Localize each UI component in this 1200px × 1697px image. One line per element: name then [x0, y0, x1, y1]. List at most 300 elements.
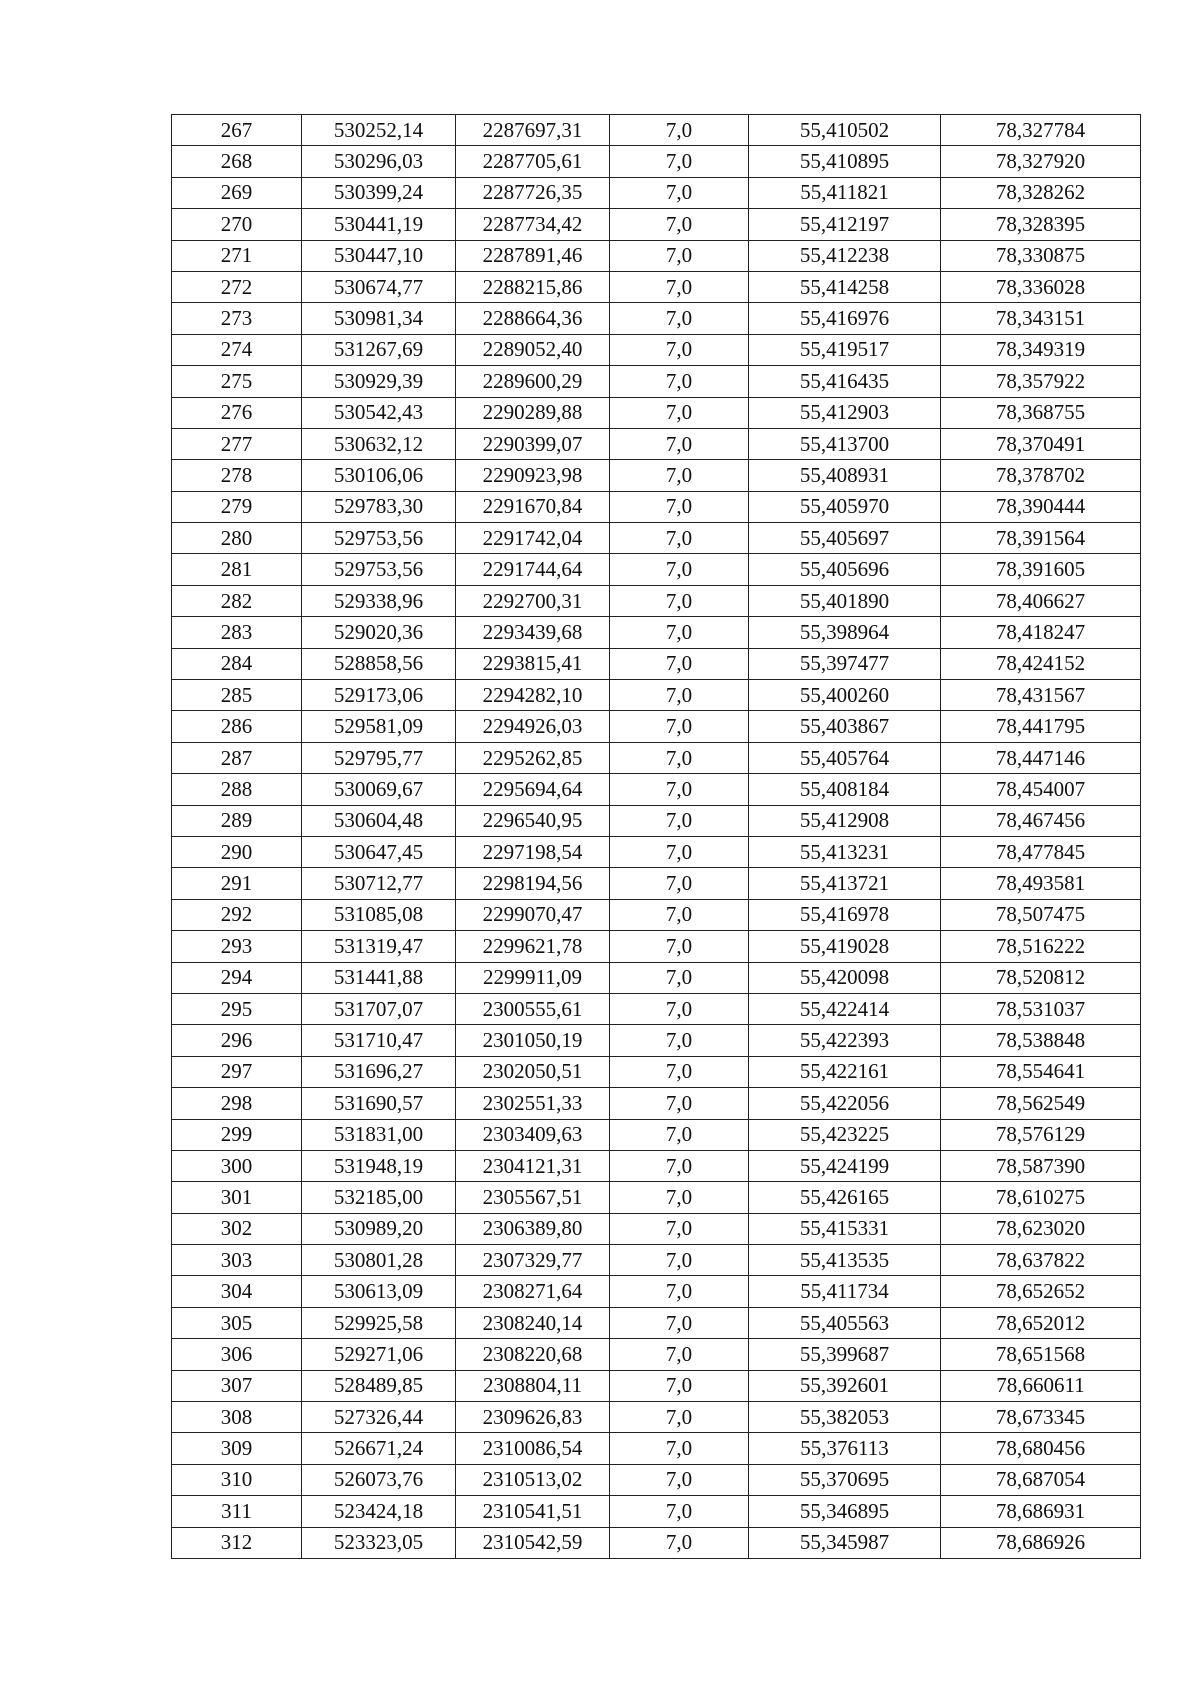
y-coordinate-cell: 2308220,68: [456, 1339, 610, 1370]
point-number-cell: 282: [172, 585, 302, 616]
value-cell: 7,0: [610, 1433, 749, 1464]
x-coordinate-cell: 530399,24: [302, 177, 456, 208]
value-cell: 7,0: [610, 209, 749, 240]
x-coordinate-cell: 528858,56: [302, 648, 456, 679]
table-row: [172, 1370, 1141, 1401]
y-coordinate-cell: 2291744,64: [456, 554, 610, 585]
point-number-cell: 269: [172, 177, 302, 208]
point-number-cell: 305: [172, 1307, 302, 1338]
value-cell: 7,0: [610, 680, 749, 711]
latitude-cell: 55,413700: [749, 428, 941, 459]
latitude-cell: 55,416435: [749, 366, 941, 397]
value-cell: 7,0: [610, 115, 749, 146]
table-row: [172, 617, 1141, 648]
y-coordinate-cell: 2288664,36: [456, 303, 610, 334]
value-cell: 7,0: [610, 1339, 749, 1370]
table-row: [172, 1496, 1141, 1527]
point-number-cell: 271: [172, 240, 302, 271]
x-coordinate-cell: 530069,67: [302, 774, 456, 805]
value-cell: 7,0: [610, 460, 749, 491]
point-number-cell: 280: [172, 523, 302, 554]
y-coordinate-cell: 2300555,61: [456, 993, 610, 1024]
longitude-cell: 78,652012: [941, 1307, 1141, 1338]
coordinates-table-body: [172, 115, 1141, 1559]
table-row: [172, 836, 1141, 867]
latitude-cell: 55,416978: [749, 899, 941, 930]
point-number-cell: 306: [172, 1339, 302, 1370]
latitude-cell: 55,405970: [749, 491, 941, 522]
y-coordinate-cell: 2306389,80: [456, 1213, 610, 1244]
point-number-cell: 276: [172, 397, 302, 428]
value-cell: 7,0: [610, 1245, 749, 1276]
table-row: [172, 554, 1141, 585]
latitude-cell: 55,405764: [749, 742, 941, 773]
latitude-cell: 55,405697: [749, 523, 941, 554]
point-number-cell: 295: [172, 993, 302, 1024]
latitude-cell: 55,413231: [749, 836, 941, 867]
longitude-cell: 78,477845: [941, 836, 1141, 867]
longitude-cell: 78,431567: [941, 680, 1141, 711]
latitude-cell: 55,413535: [749, 1245, 941, 1276]
longitude-cell: 78,328395: [941, 209, 1141, 240]
table-row: [172, 868, 1141, 899]
latitude-cell: 55,405563: [749, 1307, 941, 1338]
value-cell: 7,0: [610, 742, 749, 773]
x-coordinate-cell: 526671,24: [302, 1433, 456, 1464]
value-cell: 7,0: [610, 554, 749, 585]
value-cell: 7,0: [610, 1056, 749, 1087]
longitude-cell: 78,330875: [941, 240, 1141, 271]
table-row: [172, 240, 1141, 271]
value-cell: 7,0: [610, 1025, 749, 1056]
x-coordinate-cell: 530674,77: [302, 271, 456, 302]
longitude-cell: 78,390444: [941, 491, 1141, 522]
latitude-cell: 55,423225: [749, 1119, 941, 1150]
longitude-cell: 78,660611: [941, 1370, 1141, 1401]
x-coordinate-cell: 531707,07: [302, 993, 456, 1024]
x-coordinate-cell: 530106,06: [302, 460, 456, 491]
point-number-cell: 281: [172, 554, 302, 585]
table-row: [172, 1213, 1141, 1244]
y-coordinate-cell: 2295694,64: [456, 774, 610, 805]
y-coordinate-cell: 2308271,64: [456, 1276, 610, 1307]
longitude-cell: 78,424152: [941, 648, 1141, 679]
table-row: [172, 805, 1141, 836]
longitude-cell: 78,327920: [941, 146, 1141, 177]
point-number-cell: 272: [172, 271, 302, 302]
y-coordinate-cell: 2297198,54: [456, 836, 610, 867]
x-coordinate-cell: 530613,09: [302, 1276, 456, 1307]
longitude-cell: 78,687054: [941, 1464, 1141, 1495]
value-cell: 7,0: [610, 648, 749, 679]
y-coordinate-cell: 2298194,56: [456, 868, 610, 899]
table-row: [172, 366, 1141, 397]
point-number-cell: 307: [172, 1370, 302, 1401]
longitude-cell: 78,623020: [941, 1213, 1141, 1244]
x-coordinate-cell: 531696,27: [302, 1056, 456, 1087]
table-row: [172, 931, 1141, 962]
table-row: [172, 1182, 1141, 1213]
longitude-cell: 78,680456: [941, 1433, 1141, 1464]
y-coordinate-cell: 2287705,61: [456, 146, 610, 177]
value-cell: 7,0: [610, 428, 749, 459]
table-row: [172, 1056, 1141, 1087]
latitude-cell: 55,370695: [749, 1464, 941, 1495]
y-coordinate-cell: 2299621,78: [456, 931, 610, 962]
latitude-cell: 55,413721: [749, 868, 941, 899]
x-coordinate-cell: 528489,85: [302, 1370, 456, 1401]
latitude-cell: 55,412908: [749, 805, 941, 836]
longitude-cell: 78,391605: [941, 554, 1141, 585]
x-coordinate-cell: 530542,43: [302, 397, 456, 428]
x-coordinate-cell: 530252,14: [302, 115, 456, 146]
y-coordinate-cell: 2290399,07: [456, 428, 610, 459]
longitude-cell: 78,507475: [941, 899, 1141, 930]
latitude-cell: 55,408184: [749, 774, 941, 805]
point-number-cell: 268: [172, 146, 302, 177]
latitude-cell: 55,412903: [749, 397, 941, 428]
value-cell: 7,0: [610, 1182, 749, 1213]
x-coordinate-cell: 529925,58: [302, 1307, 456, 1338]
y-coordinate-cell: 2289052,40: [456, 334, 610, 365]
x-coordinate-cell: 530989,20: [302, 1213, 456, 1244]
y-coordinate-cell: 2294926,03: [456, 711, 610, 742]
x-coordinate-cell: 523424,18: [302, 1496, 456, 1527]
table-row: [172, 1464, 1141, 1495]
latitude-cell: 55,397477: [749, 648, 941, 679]
x-coordinate-cell: 529020,36: [302, 617, 456, 648]
x-coordinate-cell: 530929,39: [302, 366, 456, 397]
value-cell: 7,0: [610, 1213, 749, 1244]
longitude-cell: 78,651568: [941, 1339, 1141, 1370]
y-coordinate-cell: 2290923,98: [456, 460, 610, 491]
table-row: [172, 271, 1141, 302]
y-coordinate-cell: 2308804,11: [456, 1370, 610, 1401]
longitude-cell: 78,370491: [941, 428, 1141, 459]
x-coordinate-cell: 530632,12: [302, 428, 456, 459]
longitude-cell: 78,328262: [941, 177, 1141, 208]
longitude-cell: 78,327784: [941, 115, 1141, 146]
latitude-cell: 55,419028: [749, 931, 941, 962]
y-coordinate-cell: 2287726,35: [456, 177, 610, 208]
table-row: [172, 899, 1141, 930]
x-coordinate-cell: 529173,06: [302, 680, 456, 711]
x-coordinate-cell: 529753,56: [302, 554, 456, 585]
y-coordinate-cell: 2290289,88: [456, 397, 610, 428]
table-row: [172, 1025, 1141, 1056]
value-cell: 7,0: [610, 1370, 749, 1401]
x-coordinate-cell: 531441,88: [302, 962, 456, 993]
longitude-cell: 78,686931: [941, 1496, 1141, 1527]
latitude-cell: 55,398964: [749, 617, 941, 648]
y-coordinate-cell: 2288215,86: [456, 271, 610, 302]
longitude-cell: 78,368755: [941, 397, 1141, 428]
x-coordinate-cell: 529783,30: [302, 491, 456, 522]
longitude-cell: 78,454007: [941, 774, 1141, 805]
value-cell: 7,0: [610, 146, 749, 177]
y-coordinate-cell: 2310086,54: [456, 1433, 610, 1464]
value-cell: 7,0: [610, 240, 749, 271]
x-coordinate-cell: 531690,57: [302, 1088, 456, 1119]
value-cell: 7,0: [610, 271, 749, 302]
longitude-cell: 78,531037: [941, 993, 1141, 1024]
value-cell: 7,0: [610, 585, 749, 616]
latitude-cell: 55,408931: [749, 460, 941, 491]
x-coordinate-cell: 531085,08: [302, 899, 456, 930]
longitude-cell: 78,576129: [941, 1119, 1141, 1150]
point-number-cell: 312: [172, 1527, 302, 1558]
value-cell: 7,0: [610, 303, 749, 334]
point-number-cell: 288: [172, 774, 302, 805]
x-coordinate-cell: 531267,69: [302, 334, 456, 365]
point-number-cell: 285: [172, 680, 302, 711]
latitude-cell: 55,412197: [749, 209, 941, 240]
value-cell: 7,0: [610, 177, 749, 208]
point-number-cell: 298: [172, 1088, 302, 1119]
latitude-cell: 55,410502: [749, 115, 941, 146]
longitude-cell: 78,418247: [941, 617, 1141, 648]
longitude-cell: 78,587390: [941, 1150, 1141, 1181]
latitude-cell: 55,420098: [749, 962, 941, 993]
value-cell: 7,0: [610, 1119, 749, 1150]
y-coordinate-cell: 2296540,95: [456, 805, 610, 836]
table-row: [172, 115, 1141, 146]
y-coordinate-cell: 2303409,63: [456, 1119, 610, 1150]
table-row: [172, 209, 1141, 240]
value-cell: 7,0: [610, 366, 749, 397]
value-cell: 7,0: [610, 962, 749, 993]
value-cell: 7,0: [610, 397, 749, 428]
longitude-cell: 78,406627: [941, 585, 1141, 616]
point-number-cell: 286: [172, 711, 302, 742]
value-cell: 7,0: [610, 1464, 749, 1495]
y-coordinate-cell: 2302050,51: [456, 1056, 610, 1087]
value-cell: 7,0: [610, 931, 749, 962]
longitude-cell: 78,686926: [941, 1527, 1141, 1558]
table-row: [172, 993, 1141, 1024]
point-number-cell: 300: [172, 1150, 302, 1181]
y-coordinate-cell: 2287891,46: [456, 240, 610, 271]
point-number-cell: 287: [172, 742, 302, 773]
longitude-cell: 78,538848: [941, 1025, 1141, 1056]
longitude-cell: 78,554641: [941, 1056, 1141, 1087]
x-coordinate-cell: 529581,09: [302, 711, 456, 742]
point-number-cell: 308: [172, 1402, 302, 1433]
y-coordinate-cell: 2305567,51: [456, 1182, 610, 1213]
y-coordinate-cell: 2299911,09: [456, 962, 610, 993]
x-coordinate-cell: 530981,34: [302, 303, 456, 334]
x-coordinate-cell: 530647,45: [302, 836, 456, 867]
point-number-cell: 299: [172, 1119, 302, 1150]
table-row: [172, 1527, 1141, 1558]
latitude-cell: 55,399687: [749, 1339, 941, 1370]
value-cell: 7,0: [610, 993, 749, 1024]
point-number-cell: 267: [172, 115, 302, 146]
x-coordinate-cell: 529795,77: [302, 742, 456, 773]
value-cell: 7,0: [610, 1088, 749, 1119]
value-cell: 7,0: [610, 1527, 749, 1558]
value-cell: 7,0: [610, 836, 749, 867]
point-number-cell: 273: [172, 303, 302, 334]
table-row: [172, 397, 1141, 428]
y-coordinate-cell: 2292700,31: [456, 585, 610, 616]
point-number-cell: 289: [172, 805, 302, 836]
longitude-cell: 78,673345: [941, 1402, 1141, 1433]
value-cell: 7,0: [610, 774, 749, 805]
x-coordinate-cell: 530604,48: [302, 805, 456, 836]
x-coordinate-cell: 531710,47: [302, 1025, 456, 1056]
latitude-cell: 55,392601: [749, 1370, 941, 1401]
table-row: [172, 1088, 1141, 1119]
point-number-cell: 297: [172, 1056, 302, 1087]
y-coordinate-cell: 2302551,33: [456, 1088, 610, 1119]
x-coordinate-cell: 526073,76: [302, 1464, 456, 1495]
longitude-cell: 78,441795: [941, 711, 1141, 742]
latitude-cell: 55,412238: [749, 240, 941, 271]
latitude-cell: 55,411734: [749, 1276, 941, 1307]
x-coordinate-cell: 529271,06: [302, 1339, 456, 1370]
table-row: [172, 648, 1141, 679]
value-cell: 7,0: [610, 899, 749, 930]
value-cell: 7,0: [610, 334, 749, 365]
y-coordinate-cell: 2309626,83: [456, 1402, 610, 1433]
table-row: [172, 1339, 1141, 1370]
longitude-cell: 78,378702: [941, 460, 1141, 491]
table-row: [172, 334, 1141, 365]
table-row: [172, 1307, 1141, 1338]
table-row: [172, 1276, 1141, 1307]
value-cell: 7,0: [610, 1402, 749, 1433]
point-number-cell: 283: [172, 617, 302, 648]
latitude-cell: 55,410895: [749, 146, 941, 177]
coordinates-table: [171, 114, 1141, 1559]
y-coordinate-cell: 2299070,47: [456, 899, 610, 930]
latitude-cell: 55,424199: [749, 1150, 941, 1181]
point-number-cell: 291: [172, 868, 302, 899]
latitude-cell: 55,401890: [749, 585, 941, 616]
latitude-cell: 55,376113: [749, 1433, 941, 1464]
latitude-cell: 55,400260: [749, 680, 941, 711]
y-coordinate-cell: 2308240,14: [456, 1307, 610, 1338]
y-coordinate-cell: 2301050,19: [456, 1025, 610, 1056]
value-cell: 7,0: [610, 1307, 749, 1338]
table-row: [172, 460, 1141, 491]
point-number-cell: 310: [172, 1464, 302, 1495]
table-row: [172, 523, 1141, 554]
value-cell: 7,0: [610, 711, 749, 742]
value-cell: 7,0: [610, 617, 749, 648]
table-row: [172, 146, 1141, 177]
table-row: [172, 303, 1141, 334]
latitude-cell: 55,426165: [749, 1182, 941, 1213]
value-cell: 7,0: [610, 523, 749, 554]
value-cell: 7,0: [610, 1276, 749, 1307]
table-row: [172, 1402, 1141, 1433]
x-coordinate-cell: 532185,00: [302, 1182, 456, 1213]
value-cell: 7,0: [610, 868, 749, 899]
table-row: [172, 1245, 1141, 1276]
latitude-cell: 55,382053: [749, 1402, 941, 1433]
point-number-cell: 278: [172, 460, 302, 491]
x-coordinate-cell: 529338,96: [302, 585, 456, 616]
latitude-cell: 55,422393: [749, 1025, 941, 1056]
latitude-cell: 55,405696: [749, 554, 941, 585]
latitude-cell: 55,422414: [749, 993, 941, 1024]
longitude-cell: 78,336028: [941, 271, 1141, 302]
point-number-cell: 290: [172, 836, 302, 867]
y-coordinate-cell: 2291742,04: [456, 523, 610, 554]
y-coordinate-cell: 2310541,51: [456, 1496, 610, 1527]
latitude-cell: 55,422161: [749, 1056, 941, 1087]
value-cell: 7,0: [610, 805, 749, 836]
y-coordinate-cell: 2294282,10: [456, 680, 610, 711]
table-row: [172, 680, 1141, 711]
latitude-cell: 55,403867: [749, 711, 941, 742]
y-coordinate-cell: 2287697,31: [456, 115, 610, 146]
longitude-cell: 78,516222: [941, 931, 1141, 962]
point-number-cell: 304: [172, 1276, 302, 1307]
point-number-cell: 275: [172, 366, 302, 397]
table-row: [172, 177, 1141, 208]
value-cell: 7,0: [610, 1150, 749, 1181]
table-row: [172, 711, 1141, 742]
y-coordinate-cell: 2287734,42: [456, 209, 610, 240]
longitude-cell: 78,652652: [941, 1276, 1141, 1307]
longitude-cell: 78,637822: [941, 1245, 1141, 1276]
table-row: [172, 491, 1141, 522]
point-number-cell: 279: [172, 491, 302, 522]
y-coordinate-cell: 2293439,68: [456, 617, 610, 648]
latitude-cell: 55,345987: [749, 1527, 941, 1558]
table-row: [172, 428, 1141, 459]
longitude-cell: 78,343151: [941, 303, 1141, 334]
table-row: [172, 1433, 1141, 1464]
x-coordinate-cell: 530296,03: [302, 146, 456, 177]
x-coordinate-cell: 531319,47: [302, 931, 456, 962]
y-coordinate-cell: 2289600,29: [456, 366, 610, 397]
longitude-cell: 78,493581: [941, 868, 1141, 899]
x-coordinate-cell: 527326,44: [302, 1402, 456, 1433]
point-number-cell: 270: [172, 209, 302, 240]
y-coordinate-cell: 2293815,41: [456, 648, 610, 679]
longitude-cell: 78,447146: [941, 742, 1141, 773]
latitude-cell: 55,414258: [749, 271, 941, 302]
longitude-cell: 78,357922: [941, 366, 1141, 397]
table-row: [172, 1150, 1141, 1181]
longitude-cell: 78,349319: [941, 334, 1141, 365]
latitude-cell: 55,411821: [749, 177, 941, 208]
x-coordinate-cell: 531831,00: [302, 1119, 456, 1150]
point-number-cell: 292: [172, 899, 302, 930]
x-coordinate-cell: 530441,19: [302, 209, 456, 240]
point-number-cell: 294: [172, 962, 302, 993]
latitude-cell: 55,415331: [749, 1213, 941, 1244]
latitude-cell: 55,416976: [749, 303, 941, 334]
table-row: [172, 774, 1141, 805]
value-cell: 7,0: [610, 491, 749, 522]
point-number-cell: 293: [172, 931, 302, 962]
longitude-cell: 78,391564: [941, 523, 1141, 554]
x-coordinate-cell: 523323,05: [302, 1527, 456, 1558]
table-row: [172, 742, 1141, 773]
x-coordinate-cell: 530801,28: [302, 1245, 456, 1276]
point-number-cell: 296: [172, 1025, 302, 1056]
longitude-cell: 78,562549: [941, 1088, 1141, 1119]
y-coordinate-cell: 2310513,02: [456, 1464, 610, 1495]
x-coordinate-cell: 530447,10: [302, 240, 456, 271]
point-number-cell: 277: [172, 428, 302, 459]
longitude-cell: 78,467456: [941, 805, 1141, 836]
